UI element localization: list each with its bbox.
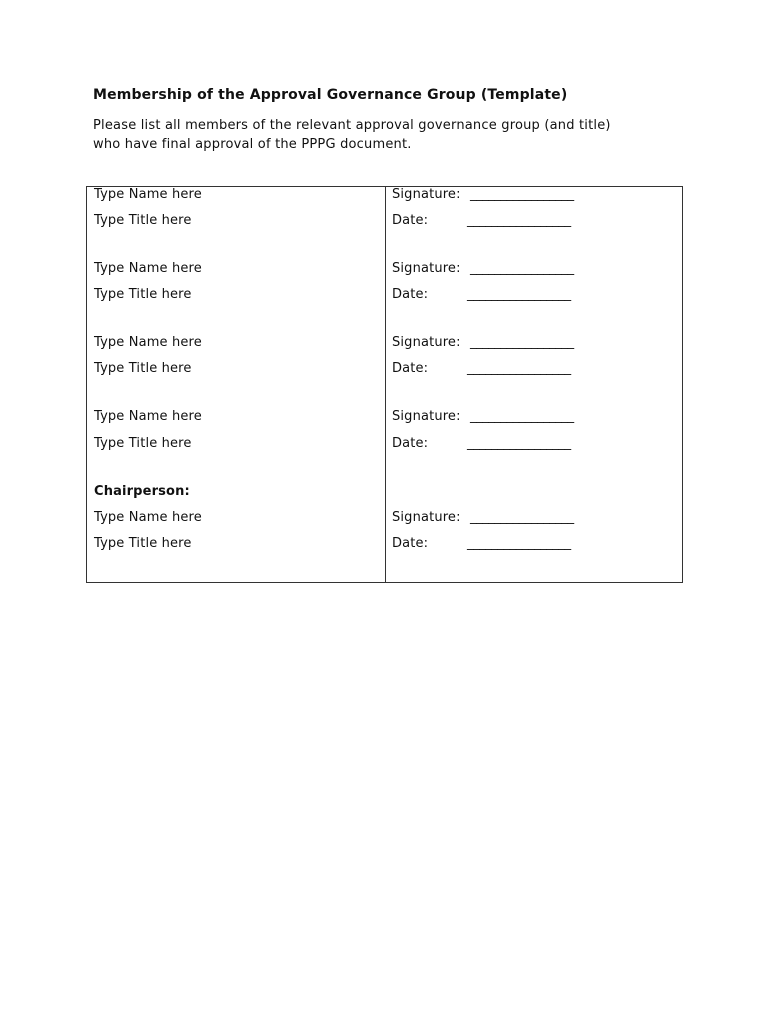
- signature-label: Signature:: [392, 261, 461, 276]
- member-title-field[interactable]: Type Title here: [94, 436, 192, 451]
- intro-line-1: Please list all members of the relevant approval governance group (and title): [93, 118, 611, 133]
- chairperson-heading: Chairperson:: [94, 484, 190, 499]
- signature-line[interactable]: _________________: [470, 187, 574, 202]
- signature-label: Signature:: [392, 187, 461, 202]
- signature-label: Signature:: [392, 409, 461, 424]
- date-line[interactable]: _________________: [467, 361, 571, 376]
- member-title-field[interactable]: Type Title here: [94, 287, 192, 302]
- chairperson-name-field[interactable]: Type Name here: [94, 510, 202, 525]
- chairperson-title-field[interactable]: Type Title here: [94, 536, 192, 551]
- approval-members-table: [86, 186, 683, 583]
- member-name-field[interactable]: Type Name here: [94, 409, 202, 424]
- member-name-field[interactable]: Type Name here: [94, 261, 202, 276]
- column-divider: [385, 187, 386, 582]
- date-line[interactable]: _________________: [467, 213, 571, 228]
- chairperson-date-line[interactable]: _________________: [467, 536, 571, 551]
- signature-label: Signature:: [392, 510, 461, 525]
- date-label: Date:: [392, 536, 429, 551]
- signature-label: Signature:: [392, 335, 461, 350]
- document-title: Membership of the Approval Governance Group (Template): [93, 87, 568, 103]
- member-name-field[interactable]: Type Name here: [94, 335, 202, 350]
- member-name-field[interactable]: Type Name here: [94, 187, 202, 202]
- date-line[interactable]: _________________: [467, 287, 571, 302]
- date-label: Date:: [392, 436, 429, 451]
- intro-line-2: who have final approval of the PPPG document.: [93, 137, 412, 152]
- signature-line[interactable]: _________________: [470, 261, 574, 276]
- signature-line[interactable]: _________________: [470, 409, 574, 424]
- date-line[interactable]: _________________: [467, 436, 571, 451]
- date-label: Date:: [392, 361, 429, 376]
- chairperson-signature-line[interactable]: _________________: [470, 510, 574, 525]
- signature-line[interactable]: _________________: [470, 335, 574, 350]
- member-title-field[interactable]: Type Title here: [94, 213, 192, 228]
- date-label: Date:: [392, 287, 429, 302]
- document-intro: [93, 116, 673, 154]
- member-title-field[interactable]: Type Title here: [94, 361, 192, 376]
- date-label: Date:: [392, 213, 429, 228]
